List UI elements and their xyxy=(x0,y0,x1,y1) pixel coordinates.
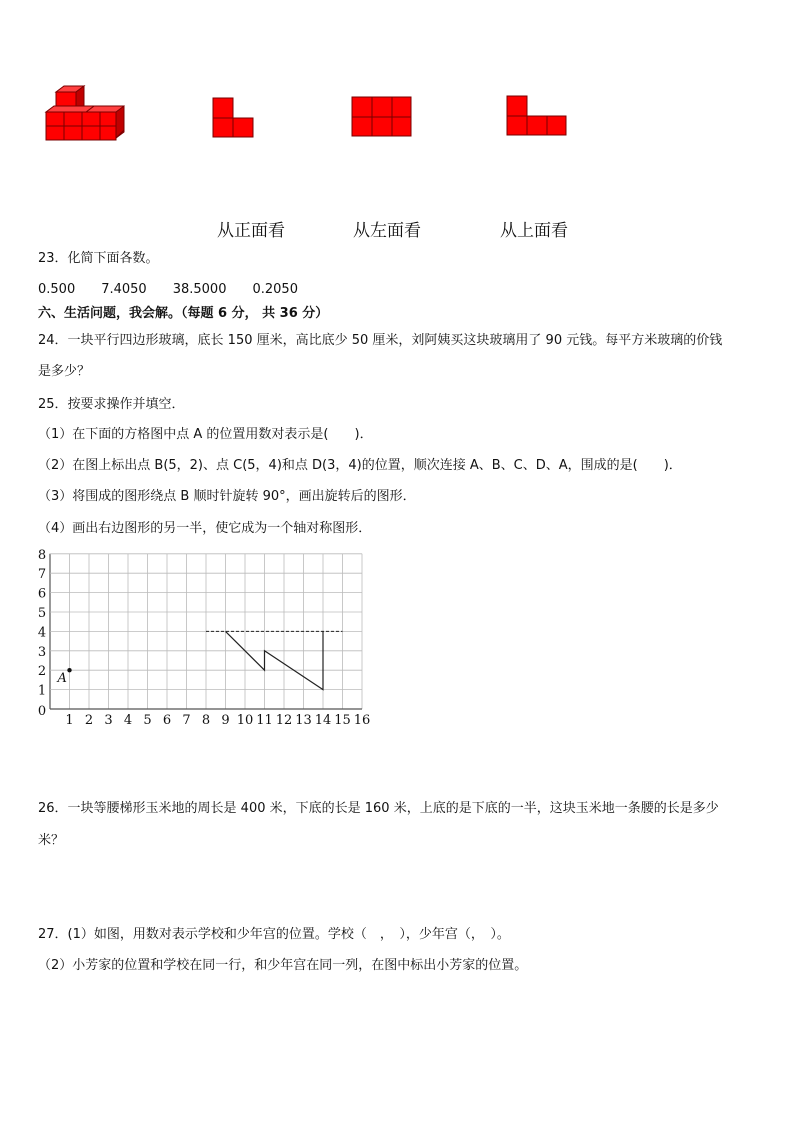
q24-line-1: 24．一块平行四边形玻璃，底长 150 厘米，高比底少 50 厘米，刘阿姨买这块玻璃用了 90 元钱。每平方米玻璃的价钱 xyxy=(38,333,723,348)
x-tick-label: 4 xyxy=(123,713,133,728)
x-tick-label: 14 xyxy=(314,713,332,728)
q23-number: 0.500 xyxy=(38,282,76,297)
coordinate-grid[interactable] xyxy=(30,545,380,735)
y-tick-label: 8 xyxy=(37,547,47,563)
x-tick-label: 2 xyxy=(84,713,94,728)
q23-numbers xyxy=(38,280,298,300)
y-tick-label: 3 xyxy=(37,644,47,660)
x-tick-label: 8 xyxy=(201,713,211,728)
q23-number: 38.5000 xyxy=(172,282,227,297)
q23-number: 7.4050 xyxy=(101,282,147,297)
top-view-shape xyxy=(507,96,566,135)
y-tick-label: 7 xyxy=(37,567,47,583)
left-view-shape xyxy=(352,97,411,136)
y-tick-label: 1 xyxy=(37,683,47,699)
x-tick-label: 9 xyxy=(221,713,230,728)
q23-number: 0.2050 xyxy=(252,282,298,297)
y-tick-label: 2 xyxy=(37,664,47,680)
view-label-left: 从左面看 xyxy=(353,221,421,241)
origin-label: 0 xyxy=(37,704,47,719)
x-tick-label: 6 xyxy=(162,713,172,728)
section-6-heading: 六、生活问题，我会解。（每题 6 分， 共 36 分） xyxy=(38,306,329,321)
half-shape-outline xyxy=(226,631,324,689)
q25-part-4: （4）画出右边图形的另一半，使它成为一个轴对称图形． xyxy=(38,521,372,536)
q27-line-2: （2）小芳家的位置和学校在同一行，和少年宫在同一列，在图中标出小芳家的位置。 xyxy=(38,958,528,973)
q25-part-2: （2）在图上标出点 B(5，2)、点 C(5，4)和点 D(3，4)的位置，顺次连接 A、B、C、D、A，围成的是( )． xyxy=(38,458,682,473)
cube-figure xyxy=(40,80,600,150)
q26-line-2: 米？ xyxy=(38,833,65,848)
y-tick-label: 4 xyxy=(37,625,47,641)
x-tick-label: 10 xyxy=(236,713,254,728)
x-tick-label: 11 xyxy=(256,713,273,728)
x-tick-label: 1 xyxy=(65,713,74,728)
q26-line-1: 26．一块等腰梯形玉米地的周长是 400 米，下底的长是 160 米，上底的是下底的一半，这块玉米地一条腰的长是多少 xyxy=(38,801,719,816)
q25-title: 25．按要求操作并填空． xyxy=(38,397,185,412)
y-tick-label: 5 xyxy=(37,606,47,621)
q24-line-2: 是多少？ xyxy=(38,364,91,379)
x-tick-label: 12 xyxy=(275,713,293,728)
y-tick-label: 6 xyxy=(37,586,47,602)
q27-line-1: 27．(1）如图，用数对表示学校和少年宫的位置。学校（ ， ），少年宫（， ）。 xyxy=(38,927,510,942)
view-label-front: 从正面看 xyxy=(217,221,285,241)
x-tick-label: 16 xyxy=(353,713,371,728)
front-view-shape xyxy=(213,98,253,137)
x-tick-label: 7 xyxy=(182,713,191,728)
q23-title: 23．化简下面各数。 xyxy=(38,251,159,266)
x-tick-label: 3 xyxy=(104,713,113,728)
point-a-dot xyxy=(67,668,71,672)
point-a-label: A xyxy=(57,671,67,687)
x-tick-label: 15 xyxy=(334,713,351,728)
x-tick-label: 13 xyxy=(295,713,312,728)
solid-3d-view xyxy=(46,86,124,140)
x-tick-label: 5 xyxy=(143,713,152,728)
view-label-top: 从上面看 xyxy=(500,221,568,241)
q25-part-3: （3）将围成的图形绕点 B 顺时针旋转 90°，画出旋转后的图形． xyxy=(38,489,416,504)
q25-part-1: （1）在下面的方格图中点 A 的位置用数对表示是( )． xyxy=(38,427,373,442)
